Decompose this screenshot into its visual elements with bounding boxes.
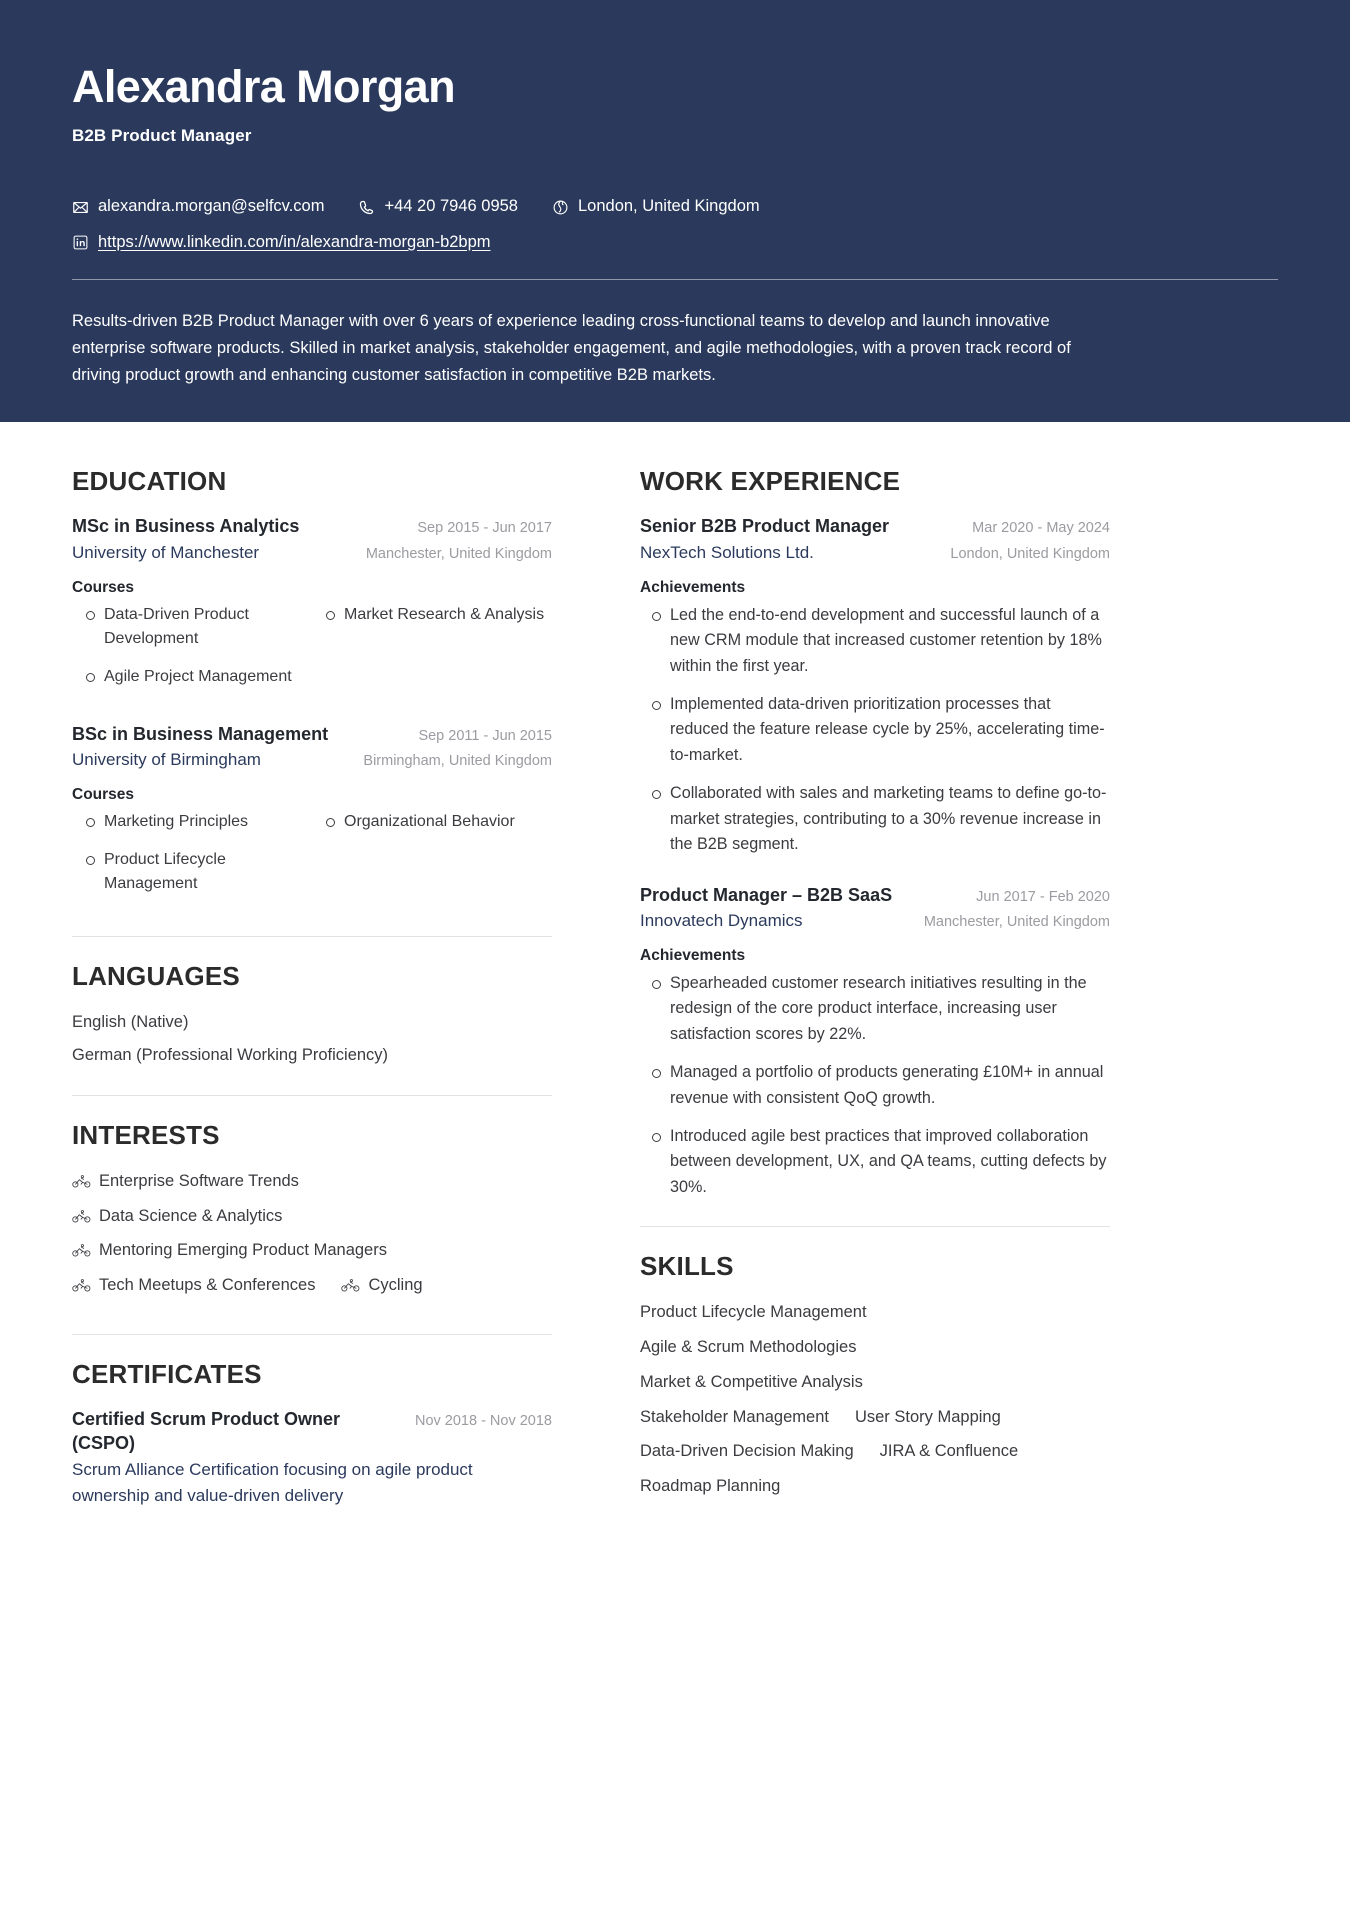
work-dates: Mar 2020 - May 2024: [972, 520, 1110, 537]
contact-line-primary: [72, 196, 1278, 217]
phone-icon: [358, 199, 375, 216]
section-certificates: [72, 1359, 552, 1509]
section-divider: [72, 1334, 552, 1335]
education-degree: MSc in Business Analytics: [72, 516, 300, 537]
work-position: Product Manager – B2B SaaS: [640, 884, 893, 905]
courses-list: [72, 810, 552, 910]
work-entry-subheader: [640, 541, 1110, 564]
globe-icon: [552, 199, 569, 216]
section-divider: [72, 1095, 552, 1096]
bicycle-icon: [72, 1243, 91, 1258]
interest-label: Tech Meetups & Conferences: [99, 1276, 316, 1295]
education-school: University of Birmingham: [72, 750, 261, 770]
bicycle-icon: [341, 1278, 360, 1293]
section-education: [72, 466, 552, 909]
certificate-description: Scrum Alliance Certification focusing on agile product ownership and value-driven delivery: [72, 1460, 473, 1505]
list-item: [72, 1273, 315, 1298]
contact-line-linkedin: [72, 232, 1278, 253]
skill-item: Market & Competitive Analysis: [640, 1372, 863, 1391]
job-title-subtitle: B2B Product Manager: [72, 126, 252, 146]
language-item: English (Native): [72, 1012, 189, 1031]
skill-item: Agile & Scrum Methodologies: [640, 1338, 857, 1357]
page-title: Alexandra Morgan: [72, 61, 455, 112]
skill-item: User Story Mapping: [854, 1407, 1001, 1426]
interests-heading: INTERESTS: [72, 1119, 220, 1150]
education-heading: EDUCATION: [72, 466, 227, 497]
section-languages: [72, 961, 552, 1069]
work-entry-header: [640, 884, 1110, 908]
contact-linkedin[interactable]: [72, 232, 491, 253]
achievements-label: Achievements: [640, 578, 746, 596]
education-entry-subheader: [72, 541, 552, 564]
languages-heading: LANGUAGES: [72, 960, 240, 991]
certificate-name: Certified Scrum Product Owner (CSPO): [72, 1408, 341, 1453]
work-position: Senior B2B Product Manager: [640, 516, 890, 537]
list-item: Organizational Behavior: [312, 810, 552, 834]
skill-item: Roadmap Planning: [640, 1477, 781, 1496]
courses-label: Courses: [72, 785, 135, 803]
bicycle-icon: [72, 1278, 91, 1293]
courses-label: Courses: [72, 578, 135, 596]
list-item: Collaborated with sales and marketing teams to define go-to-market strategies, contributing to a 30% revenue increase in the B2B segment.: [640, 781, 1110, 857]
skill-item: Product Lifecycle Management: [640, 1303, 867, 1322]
certificate-entry-header: [72, 1408, 552, 1456]
header-divider: [72, 279, 1278, 280]
education-school: University of Manchester: [72, 543, 260, 563]
education-dates: Sep 2015 - Jun 2017: [417, 520, 552, 537]
skill-item: Data-Driven Decision Making: [640, 1442, 854, 1461]
work-entry: [640, 515, 1110, 857]
section-interests: [72, 1120, 552, 1308]
resume-body: [0, 422, 1350, 1588]
list-item: [72, 1204, 552, 1229]
resume-header: [0, 0, 1350, 422]
list-item: Introduced agile best practices that improved collaboration between development, UX, and QA teams, cutting defects by 30%.: [640, 1124, 1110, 1200]
certificate-entry: [72, 1408, 552, 1509]
certificates-heading: CERTIFICATES: [72, 1358, 262, 1389]
contact-phone-text: +44 20 7946 0958: [384, 197, 518, 216]
interest-label: Cycling: [368, 1276, 423, 1295]
list-item: Led the end-to-end development and successful launch of a new CRM module that increased customer retention by 18% within the first year.: [640, 603, 1110, 679]
list-item: Marketing Principles: [72, 810, 312, 834]
contact-location: [552, 196, 760, 217]
interest-label: Data Science & Analytics: [99, 1206, 283, 1225]
envelope-icon: [72, 199, 89, 216]
work-entry: [640, 884, 1110, 1201]
work-dates: Jun 2017 - Feb 2020: [976, 888, 1110, 905]
right-column: [592, 466, 1110, 1514]
work-location: Manchester, United Kingdom: [923, 914, 1110, 931]
bicycle-icon: [72, 1209, 91, 1224]
education-entry-header: [72, 723, 552, 747]
list-item: Product Lifecycle Management: [72, 848, 312, 896]
education-degree: BSc in Business Management: [72, 723, 329, 744]
list-item: [72, 1238, 552, 1263]
contact-location-text: London, United Kingdom: [577, 197, 760, 216]
education-dates: Sep 2011 - Jun 2015: [418, 727, 552, 744]
work-location: London, United Kingdom: [950, 546, 1110, 563]
list-item: Spearheaded customer research initiatives resulting in the redesign of the core product interface, increasing user satisfaction scores by 22%.: [640, 971, 1110, 1047]
left-column: [72, 466, 592, 1528]
work-company: NexTech Solutions Ltd.: [640, 543, 814, 563]
courses-list: [72, 603, 552, 703]
list-item: Agile Project Management: [72, 665, 312, 689]
section-skills: [640, 1251, 1110, 1509]
contact-email[interactable]: [72, 196, 324, 217]
education-entry-header: [72, 515, 552, 539]
interest-label: Mentoring Emerging Product Managers: [99, 1241, 387, 1260]
work-experience-heading: WORK EXPERIENCE: [640, 466, 901, 497]
skills-heading: SKILLS: [640, 1251, 734, 1282]
contact-phone[interactable]: [358, 196, 518, 217]
section-work-experience: [640, 466, 1110, 1200]
work-entry-header: [640, 515, 1110, 539]
contact-linkedin-text: https://www.linkedin.com/in/alexandra-morgan-b2bpm: [98, 232, 491, 251]
language-item: German (Professional Working Proficiency): [72, 1046, 389, 1065]
skills-list: [640, 1300, 1110, 1509]
list-item: Data-Driven Product Development: [72, 603, 312, 651]
interest-label: Enterprise Software Trends: [99, 1171, 299, 1190]
professional-summary: Results-driven B2B Product Manager with over 6 years of experience leading cross-functional teams to develop and launch innovative enterprise software products. Skilled in market analysis, stakeholder engagement, and agile methodologies, with a proven track record of driving product growth and enhancing customer satisfaction in competitive B2B markets.: [72, 312, 1071, 384]
education-entry: [72, 723, 552, 910]
achievements-list: [640, 603, 1110, 858]
list-item: Implemented data-driven prioritization processes that reduced the feature release cycle by 25%, accelerating time-to-market.: [640, 692, 1110, 768]
certificate-dates: Nov 2018 - Nov 2018: [414, 1412, 552, 1429]
education-entry: [72, 515, 552, 702]
skill-item: Stakeholder Management: [640, 1407, 829, 1426]
bicycle-icon: [72, 1174, 91, 1189]
section-divider: [640, 1226, 1110, 1227]
education-entry-subheader: [72, 748, 552, 771]
work-company: Innovatech Dynamics: [640, 911, 803, 931]
list-item: [72, 1169, 552, 1194]
list-item: Market Research & Analysis: [312, 603, 552, 651]
linkedin-icon: [72, 234, 89, 251]
skill-item: JIRA & Confluence: [879, 1442, 1019, 1461]
contact-block: [72, 196, 1278, 253]
achievements-label: Achievements: [640, 946, 746, 964]
list-item: [341, 1273, 422, 1298]
section-divider: [72, 936, 552, 937]
list-item: Managed a portfolio of products generating £10M+ in annual revenue with consistent QoQ growth.: [640, 1060, 1110, 1111]
education-location: Birmingham, United Kingdom: [363, 753, 552, 770]
education-location: Manchester, United Kingdom: [365, 546, 552, 563]
work-entry-subheader: [640, 909, 1110, 932]
achievements-list: [640, 971, 1110, 1201]
contact-email-text: alexandra.morgan@selfcv.com: [98, 197, 325, 216]
interests-list: [72, 1169, 552, 1308]
